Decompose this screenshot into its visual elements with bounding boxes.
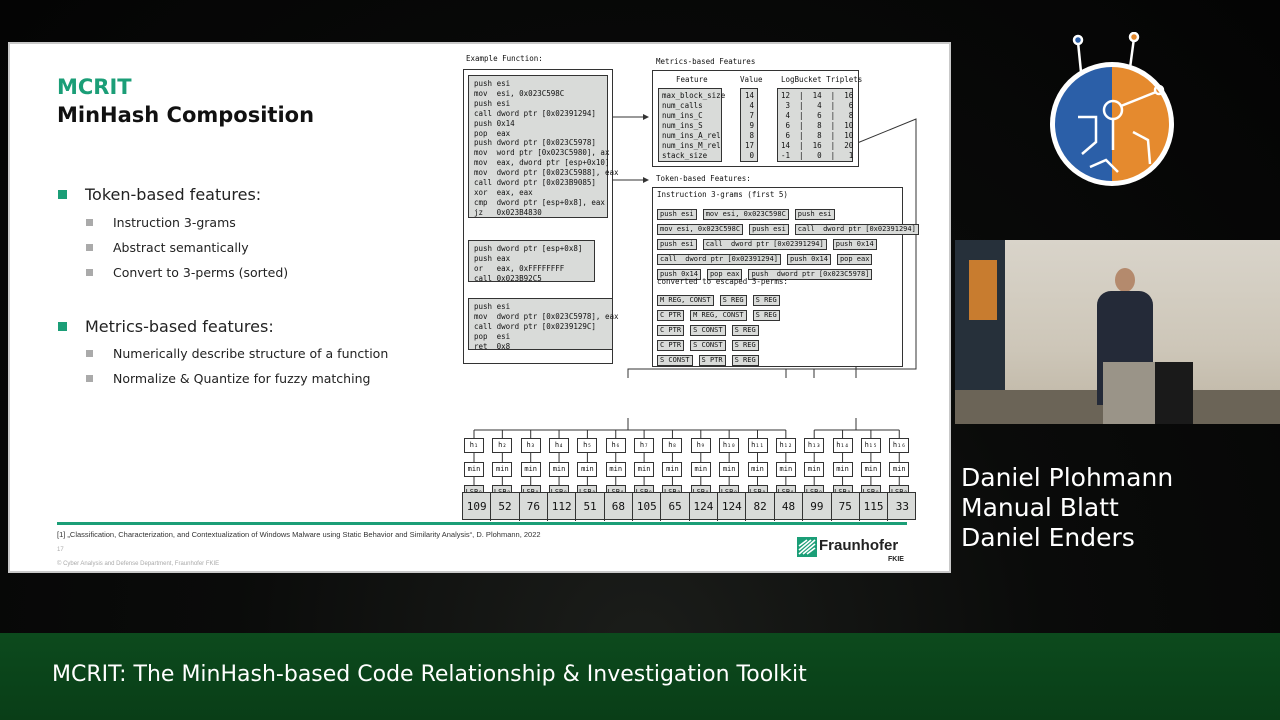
hash-value: 76 [520,493,548,521]
hash-function-box: h₃ [521,438,541,453]
perm-token: C PTR [657,325,684,336]
page-number: 17 [57,547,64,553]
hash-function-box: h₁ [464,438,484,453]
talk-title: MCRIT: The MinHash-based Code Relationship & Investigation Toolkit [52,662,807,687]
hash-function-box: h₂ [492,438,512,453]
perm-token: S REG [720,295,747,306]
ngram-token: mov esi, 0x023C598C [657,224,743,235]
hash-function-box: h₄ [549,438,569,453]
ngram-token: push esi [657,239,697,250]
hash-value: 48 [775,493,803,521]
hash-value: 124 [718,493,746,521]
ngram-token: push 0x14 [657,269,701,280]
bullet-item: Instruction 3-grams [113,215,236,230]
min-box: min [861,462,881,477]
slide-title-brand: MCRIT [57,75,132,99]
token-frame [652,187,916,367]
min-box: min [889,462,909,477]
minhash-diagram [450,52,930,512]
perm-title: converted to escaped 3-perms: [657,277,788,286]
ngram-token: push dword ptr [0x023C5978] [748,269,872,280]
hash-function-box: h₆ [606,438,626,453]
speaker-video [955,240,1280,424]
speaker-name: Manual Blatt [961,493,1119,522]
code-block-2: push dword ptr [esp+0x8] push eax or eax, 0xFFFFFFFF call 0x023B92C5 [468,240,595,282]
code-block-3: push esi mov dword ptr [0x023C5978], eax call dword ptr [0x0239129C] pop esi ret 0x8 [468,298,613,350]
perm-token: C PTR [657,340,684,351]
slide-title: MinHash Composition [57,103,315,127]
ngram-token: call dword ptr [0x02391294] [795,224,919,235]
perm-token: S CONST [657,355,693,366]
hash-value: 82 [747,493,775,521]
hash-function-box: h₁₆ [889,438,909,453]
perm-token: M REG, CONST [657,295,714,306]
ngram-token: push esi [657,209,697,220]
min-box: min [492,462,512,477]
token-label: Token-based Features: [656,174,751,183]
bullet-item: Numerically describe structure of a function [113,346,389,361]
metrics-feature-list: max_block_size num_calls num_ins_C num_ins_S num_ins_A_rel num_ins_M_rel stack_size [658,88,722,162]
hash-function-box: h₉ [691,438,711,453]
hash-function-box: h₁₂ [776,438,796,453]
min-box: min [577,462,597,477]
ngram-token: call dword ptr [0x02391294] [703,239,827,250]
speaker-name: Daniel Enders [961,523,1135,552]
hash-function-box: h₁₅ [861,438,881,453]
min-box: min [662,462,682,477]
hash-value: 68 [605,493,633,521]
hash-value: 75 [832,493,860,521]
speaker-name: Daniel Plohmann [961,463,1174,492]
bullet-item: Normalize & Quantize for fuzzy matching [113,371,371,386]
min-box: min [521,462,541,477]
code-block-1: push esi mov esi, 0x023C598C push esi call dword ptr [0x02391294] push 0x14 pop eax push dword ptr [0x023C5978] mov word ptr [0x023C5980], ax mov eax, dword ptr [esp+0x10] mov dword ptr [0x023C5988], eax call dword ptr [0x023B9085] xor eax, eax cmp dword ptr [esp+0x8], eax jz 0x023B4830 [468,75,608,218]
fraunhofer-wordmark: Fraunhofer [819,537,899,554]
metrics-triplet-list: 12 | 14 | 16 3 | 4 | 6 4 | 6 | 8 6 | 8 | 10 6 | 8 | 10 14 | 16 | 20 -1 | 0 | 1 [777,88,853,162]
ngram-token: pop eax [707,269,743,280]
perm-token: C PTR [657,310,684,321]
perm-token: S CONST [690,325,726,336]
metrics-label: Metrics-based Features [656,57,756,66]
ngram-token: push esi [749,224,789,235]
hash-function-box: h₈ [662,438,682,453]
metrics-header-value: Value [740,75,763,84]
bullet-item: Abstract semantically [113,240,249,255]
hash-function-box: h₅ [577,438,597,453]
lower-third-bar [0,633,1280,720]
banner-graphic [969,260,997,320]
example-function-label: Example Function: [466,54,543,63]
footer-rule [57,522,907,525]
ngram-token: pop eax [837,254,873,265]
fraunhofer-mark-icon [797,537,817,557]
hash-function-box: h₁₁ [748,438,768,453]
perm-token: S REG [732,325,759,336]
ngram-title: Instruction 3-grams (first 5) [657,190,788,199]
min-box: min [719,462,739,477]
fraunhofer-institute: FKIE [888,556,904,563]
hash-value: 105 [633,493,661,521]
min-box: min [606,462,626,477]
hash-function-box: h₁₀ [719,438,739,453]
ngram-token: push 0x14 [833,239,877,250]
lectern-dark-panel [1155,362,1193,424]
hash-value: 124 [690,493,718,521]
hash-function-box: h₇ [634,438,654,453]
hash-value: 51 [576,493,604,521]
metrics-header-feature: Feature [676,75,708,84]
perm-token: S REG [753,310,780,321]
ngram-token: call dword ptr [0x02391294] [657,254,781,265]
fraunhofer-logo [795,534,915,570]
bullet-heading-metrics: Metrics-based features: [85,317,274,336]
ngram-token: push 0x14 [787,254,831,265]
hash-function-box: h₁₃ [804,438,824,453]
metrics-value-list: 14 4 7 9 8 17 0 [740,88,758,162]
hash-value: 115 [860,493,888,521]
perm-token: M REG, CONST [690,310,747,321]
bullet-item: Convert to 3-perms (sorted) [113,265,289,280]
metrics-header-triplets: LogBucket Triplets [781,75,863,84]
hash-value: 109 [463,493,491,521]
perm-row [657,347,765,366]
perm-token: S REG [732,340,759,351]
perm-token: S CONST [690,340,726,351]
hash-value-row [462,492,916,520]
min-box: min [549,462,569,477]
min-box: min [691,462,711,477]
presentation-slide [8,42,951,573]
bullet-heading-token: Token-based features: [85,185,262,204]
min-box: min [776,462,796,477]
ngram-token: mov esi, 0x023C598C [703,209,789,220]
hash-value: 52 [491,493,519,521]
hash-value: 99 [803,493,831,521]
copyright-text: © Cyber Analysis and Defense Department, Fraunhofer FKIE [57,561,220,567]
min-box: min [634,462,654,477]
hash-function-box: h₁₄ [833,438,853,453]
hash-value: 112 [548,493,576,521]
reference-text: [1] „Classification, Characterization, and Contextualization of Windows Malware using Static Behavior and Similarity Analysis“, D. Plohmann, 2022 [57,530,541,539]
min-box: min [464,462,484,477]
ngram-token: push esi [795,209,835,220]
perm-token: S REG [732,355,759,366]
perm-token: S PTR [699,355,726,366]
hash-value: 33 [895,500,910,513]
hash-value: 65 [661,493,689,521]
min-box: min [833,462,853,477]
min-box: min [804,462,824,477]
conference-globe-logo [1038,32,1183,207]
perm-token: S REG [753,295,780,306]
min-box: min [748,462,768,477]
